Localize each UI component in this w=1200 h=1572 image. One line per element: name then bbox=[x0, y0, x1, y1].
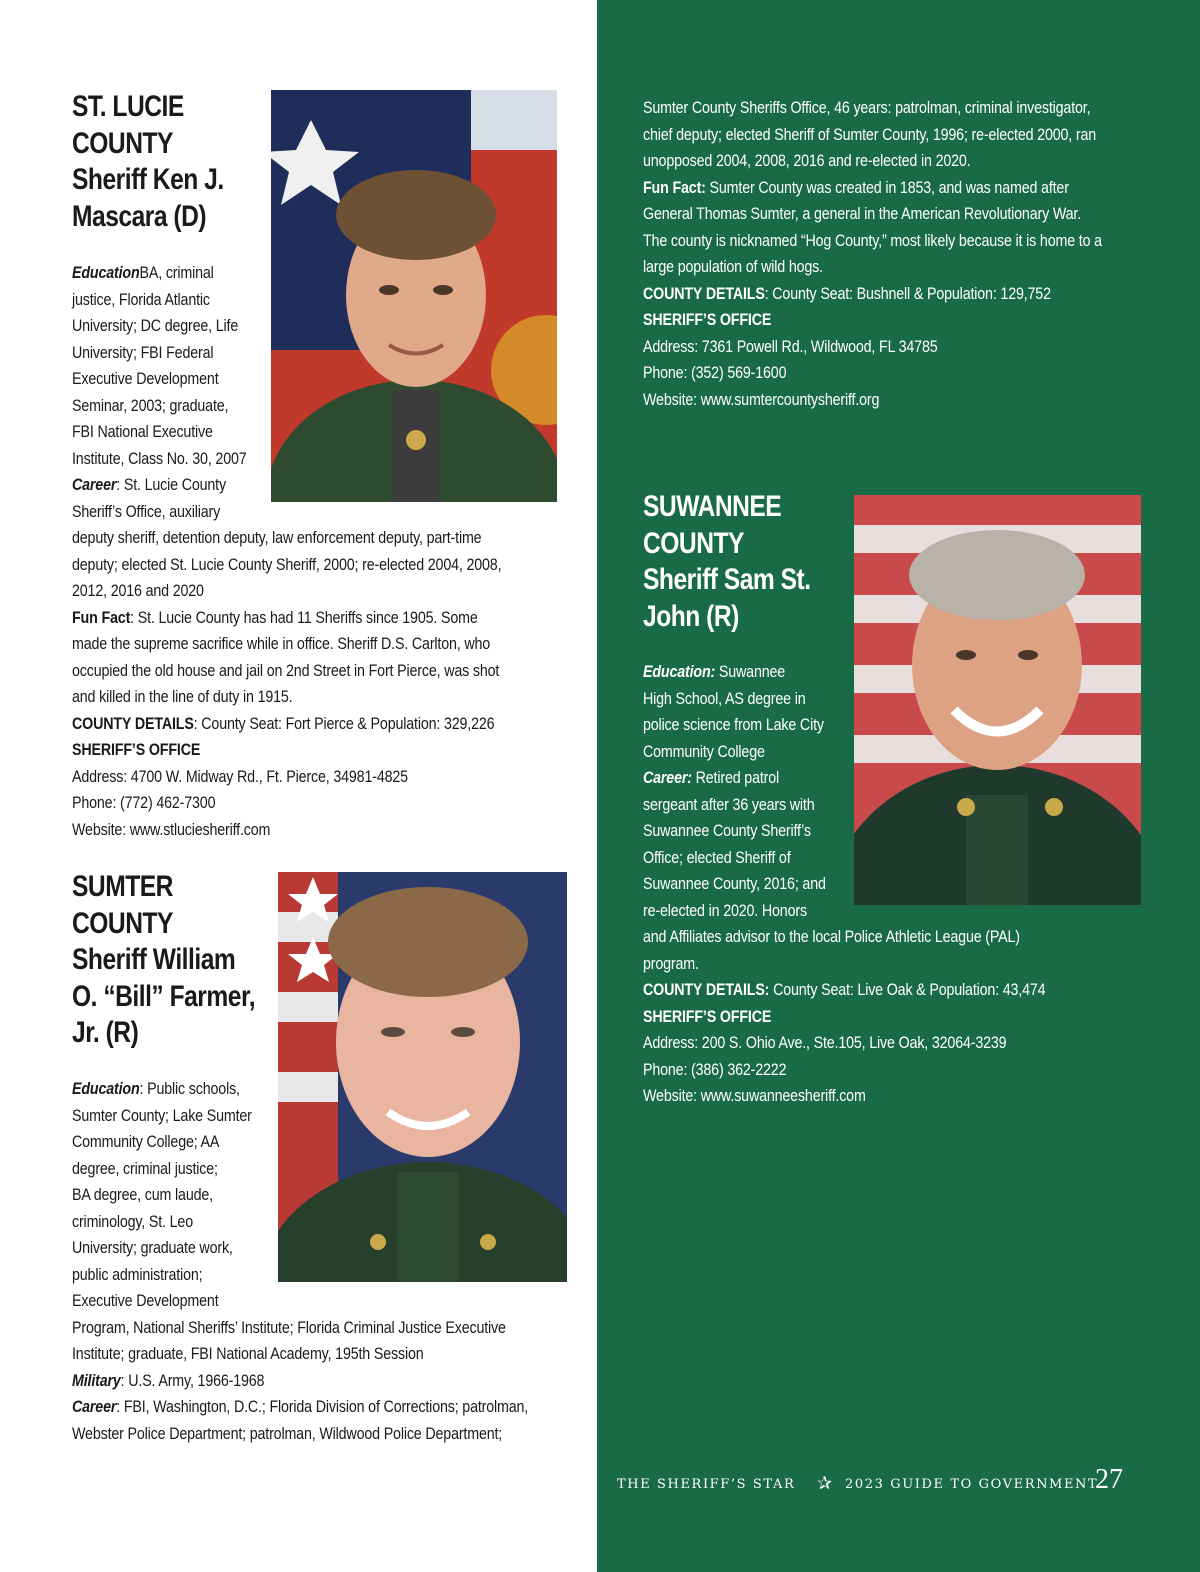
text-run: and Affiliates advisor to the local Police Athletic League (PAL) bbox=[643, 927, 1020, 946]
text-line bbox=[643, 871, 1045, 898]
text-run: Institute; graduate, FBI National Academy, 195th Session bbox=[72, 1344, 424, 1363]
text-line bbox=[72, 1341, 528, 1368]
text-line bbox=[643, 1030, 1045, 1057]
text-run: justice, Florida Atlantic bbox=[72, 289, 210, 309]
text-run: University; DC degree, Life bbox=[72, 316, 239, 335]
suwannee-heading bbox=[643, 489, 811, 635]
text-line bbox=[643, 122, 1102, 149]
text-run: BA, criminal bbox=[139, 263, 214, 282]
text-run: large population of wild hogs. bbox=[643, 257, 823, 276]
text-run: police science from Lake City bbox=[643, 715, 824, 734]
text-line bbox=[643, 201, 1102, 228]
text-line bbox=[72, 366, 501, 393]
label-run: Fun Fact bbox=[72, 607, 131, 627]
text-run: deputy sheriff, detention deputy, law enforcement deputy, part-time bbox=[72, 528, 482, 547]
label-run: Military bbox=[72, 1370, 121, 1390]
text-line bbox=[72, 313, 501, 340]
heading-line: John (R) bbox=[643, 599, 739, 633]
text-run: Community College bbox=[643, 741, 765, 761]
text-run: : County Seat: Fort Pierce & Population: 329,226 bbox=[193, 713, 495, 733]
label-run: COUNTY DETAILS: bbox=[643, 980, 770, 999]
label-run: Education: bbox=[643, 662, 716, 681]
text-run: Address: 7361 Powell Rd., Wildwood, FL 34785 bbox=[643, 336, 938, 356]
page-number: 27 bbox=[1095, 1464, 1123, 1495]
text-run: : St. Lucie County has had 11 Sheriffs since 1905. Some bbox=[130, 607, 478, 627]
text-run: Phone: (352) 569-1600 bbox=[643, 363, 787, 382]
heading-line: Mascara (D) bbox=[72, 199, 207, 233]
text-run: University; FBI Federal bbox=[72, 342, 214, 362]
text-run: and killed in the line of duty in 1915. bbox=[72, 687, 293, 706]
heading-line: O. “Bill” Farmer, bbox=[72, 979, 256, 1013]
text-line bbox=[72, 499, 501, 526]
text-line bbox=[72, 1235, 528, 1262]
text-run: public administration; bbox=[72, 1264, 203, 1284]
heading-line: SUWANNEE bbox=[643, 490, 782, 523]
text-run: sergeant after 36 years with bbox=[643, 794, 815, 814]
text-line bbox=[72, 1209, 528, 1236]
text-line bbox=[643, 334, 1102, 361]
text-line bbox=[72, 1421, 528, 1448]
sumter-bio-left bbox=[72, 1076, 528, 1447]
text-run: Seminar, 2003; graduate, bbox=[72, 395, 229, 415]
text-run: Community College; AA bbox=[72, 1132, 220, 1151]
heading-line: SUMTER bbox=[72, 870, 173, 903]
text-run: Website: www.sumtercountysheriff.org bbox=[643, 389, 880, 409]
text-run: degree, criminal justice; bbox=[72, 1158, 218, 1178]
text-run: Sumter County was created in 1853, and was named after bbox=[705, 177, 1069, 197]
text-run: : County Seat: Bushnell & Population: 129,752 bbox=[764, 283, 1051, 303]
text-run: deputy; elected St. Lucie County Sheriff, 2000; re-elected 2004, 2008, bbox=[72, 554, 502, 574]
text-run: Phone: (386) 362-2222 bbox=[643, 1059, 787, 1079]
stlucie-heading bbox=[72, 89, 224, 235]
label-run: SHERIFF’S OFFICE bbox=[643, 310, 772, 329]
label-run: COUNTY DETAILS bbox=[643, 283, 765, 303]
text-line bbox=[643, 977, 1045, 1004]
text-run: re-elected in 2020. Honors bbox=[643, 900, 807, 920]
text-line bbox=[72, 1182, 528, 1209]
text-line bbox=[72, 764, 501, 791]
text-line bbox=[72, 684, 501, 711]
text-line bbox=[72, 1368, 528, 1395]
text-run: : Public schools, bbox=[139, 1079, 240, 1098]
heading-line: COUNTY bbox=[643, 526, 744, 560]
text-line bbox=[643, 360, 1102, 387]
label-run: COUNTY DETAILS bbox=[72, 713, 194, 733]
text-run: Website: www.suwanneesheriff.com bbox=[643, 1086, 866, 1105]
text-line bbox=[643, 387, 1102, 414]
heading-line: Jr. (R) bbox=[72, 1016, 139, 1049]
text-line bbox=[72, 1103, 528, 1130]
text-line bbox=[72, 393, 501, 420]
text-line bbox=[72, 340, 501, 367]
text-line bbox=[643, 95, 1102, 122]
text-run: 2012, 2016 and 2020 bbox=[72, 581, 204, 600]
text-run: Phone: (772) 462-7300 bbox=[72, 793, 216, 812]
text-line bbox=[72, 260, 501, 287]
text-run: : St. Lucie County bbox=[116, 475, 226, 494]
text-line bbox=[643, 228, 1102, 255]
text-run: Institute, Class No. 30, 2007 bbox=[72, 448, 247, 468]
label-run: SHERIFF’S OFFICE bbox=[643, 1006, 772, 1026]
label-run: Career bbox=[72, 1397, 117, 1416]
text-line bbox=[643, 148, 1102, 175]
text-line bbox=[643, 281, 1102, 308]
label-run: Career: bbox=[643, 768, 692, 787]
text-line bbox=[72, 525, 501, 552]
text-run: Suwannee County Sheriff’s bbox=[643, 821, 811, 840]
text-line bbox=[643, 739, 1045, 766]
text-line bbox=[72, 790, 501, 817]
sumter-heading bbox=[72, 869, 255, 1052]
text-line bbox=[72, 578, 501, 605]
heading-line: COUNTY bbox=[72, 126, 173, 160]
text-line bbox=[72, 1394, 528, 1421]
text-run: FBI National Executive bbox=[72, 422, 213, 441]
heading-line: Sheriff Ken J. bbox=[72, 163, 224, 196]
heading-line: COUNTY bbox=[72, 906, 173, 940]
text-run: Executive Development bbox=[72, 1291, 219, 1310]
label-run: Education bbox=[72, 1079, 140, 1098]
text-run: program. bbox=[643, 953, 699, 973]
text-line bbox=[72, 287, 501, 314]
text-line bbox=[72, 1262, 528, 1289]
text-run: General Thomas Sumter, a general in the American Revolutionary War. bbox=[643, 204, 1081, 223]
text-run: Sheriff’s Office, auxiliary bbox=[72, 501, 221, 521]
heading-line: Sheriff Sam St. bbox=[643, 563, 811, 596]
guide-title: 2023 GUIDE TO GOVERNMENT bbox=[845, 1477, 1099, 1492]
text-line bbox=[643, 818, 1045, 845]
text-line bbox=[72, 1076, 528, 1103]
text-line bbox=[643, 924, 1045, 951]
text-line bbox=[72, 1129, 528, 1156]
text-run: Retired patrol bbox=[691, 768, 780, 787]
text-line bbox=[643, 951, 1045, 978]
text-line bbox=[72, 737, 501, 764]
text-run: Sumter County; Lake Sumter bbox=[72, 1105, 252, 1125]
text-run: Suwannee County, 2016; and bbox=[643, 874, 826, 893]
text-run: Sumter County Sheriffs Office, 46 years: patrolman, criminal investigator, bbox=[643, 98, 1091, 117]
text-line bbox=[643, 1083, 1045, 1110]
text-line bbox=[72, 605, 501, 632]
heading-line: ST. LUCIE bbox=[72, 90, 184, 123]
star-icon: ✰ bbox=[817, 1473, 833, 1494]
text-line bbox=[72, 419, 501, 446]
sumter-bio-continued bbox=[643, 95, 1102, 413]
text-run: Webster Police Department; patrolman, Wildwood Police Department; bbox=[72, 1423, 503, 1443]
text-line bbox=[72, 1315, 528, 1342]
publication-name: THE SHERIFF’S STAR bbox=[617, 1477, 796, 1492]
text-run: chief deputy; elected Sheriff of Sumter County, 1996; re-elected 2000, ran bbox=[643, 124, 1097, 144]
text-run: Program, National Sheriffs’ Institute; Florida Criminal Justice Executive bbox=[72, 1317, 506, 1337]
stlucie-bio bbox=[72, 260, 501, 843]
label-run: Education bbox=[72, 263, 140, 282]
label-run: SHERIFF’S OFFICE bbox=[72, 740, 201, 759]
text-line bbox=[72, 446, 501, 473]
text-run: made the supreme sacrifice while in office. Sheriff D.S. Carlton, who bbox=[72, 634, 491, 653]
text-run: University; graduate work, bbox=[72, 1238, 233, 1257]
text-run: High School, AS degree in bbox=[643, 688, 806, 708]
text-line bbox=[72, 472, 501, 499]
label-run: Career bbox=[72, 475, 117, 494]
text-line bbox=[72, 1156, 528, 1183]
text-run: Address: 4700 W. Midway Rd., Ft. Pierce, 34981-4825 bbox=[72, 766, 408, 786]
text-line bbox=[72, 1288, 528, 1315]
text-run: County Seat: Live Oak & Population: 43,474 bbox=[769, 980, 1046, 999]
label-run: Fun Fact: bbox=[643, 177, 706, 197]
text-run: Executive Development bbox=[72, 369, 219, 388]
text-line bbox=[643, 898, 1045, 925]
text-line bbox=[643, 712, 1045, 739]
text-line bbox=[643, 792, 1045, 819]
text-line bbox=[643, 254, 1102, 281]
text-line bbox=[643, 175, 1102, 202]
text-run: : FBI, Washington, D.C.; Florida Division of Corrections; patrolman, bbox=[116, 1397, 529, 1416]
text-line bbox=[72, 711, 501, 738]
text-line bbox=[72, 631, 501, 658]
text-line bbox=[72, 658, 501, 685]
text-line bbox=[643, 1057, 1045, 1084]
text-run: : U.S. Army, 1966-1968 bbox=[120, 1370, 265, 1390]
text-run: Address: 200 S. Ohio Ave., Ste.105, Live Oak, 32064-3239 bbox=[643, 1033, 1007, 1052]
text-line bbox=[72, 552, 501, 579]
text-run: criminology, St. Leo bbox=[72, 1211, 193, 1231]
text-line bbox=[643, 659, 1045, 686]
text-run: Office; elected Sheriff of bbox=[643, 847, 791, 867]
text-run: The county is nicknamed “Hog County,” most likely because it is home to a bbox=[643, 230, 1102, 250]
text-run: occupied the old house and jail on 2nd Street in Fort Pierce, was shot bbox=[72, 660, 500, 680]
text-line bbox=[643, 1004, 1045, 1031]
suwannee-bio bbox=[643, 659, 1045, 1110]
text-line bbox=[643, 686, 1045, 713]
text-line bbox=[643, 765, 1045, 792]
text-line bbox=[72, 817, 501, 844]
text-line bbox=[643, 845, 1045, 872]
text-run: unopposed 2004, 2008, 2016 and re-elected in 2020. bbox=[643, 151, 971, 170]
text-line bbox=[643, 307, 1102, 334]
text-run: BA degree, cum laude, bbox=[72, 1185, 213, 1204]
heading-line: Sheriff William bbox=[72, 943, 236, 976]
text-run: Website: www.stluciesheriff.com bbox=[72, 819, 271, 839]
text-run: Suwannee bbox=[715, 662, 786, 681]
